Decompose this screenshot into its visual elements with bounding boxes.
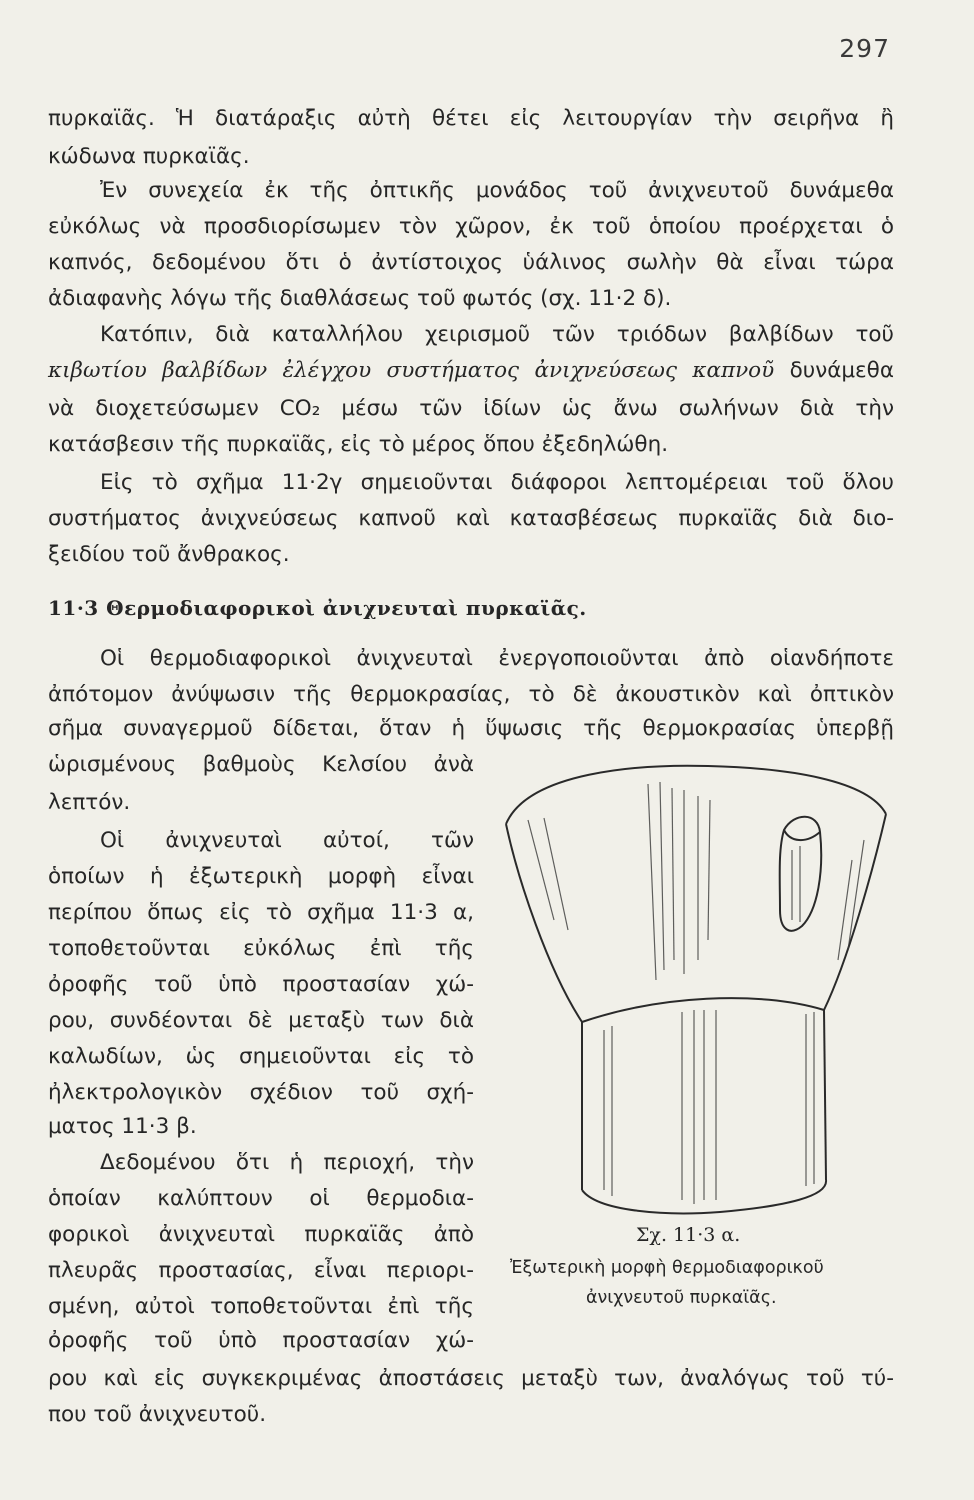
text-line: Εἰς τὸ σχῆμα 11·2γ σημειοῦνται διάφοροι λεπτομέρειαι τοῦ ὅλου (100, 470, 894, 495)
text-line: καλωδίων, ὡς σημειοῦνται εἰς τὸ (48, 1044, 474, 1069)
italic-tail: δυνάμεθα (789, 358, 894, 383)
text-line: Κατόπιν, διὰ καταλλήλου χειρισμοῦ τῶν τριόδων βαλβίδων τοῦ (100, 322, 894, 347)
text-line: ὁποίων ἡ ἐξωτερικὴ μορφὴ εἶναι (48, 864, 474, 889)
text-line: ὀροφῆς τοῦ ὑπὸ προστασίαν χώ- (48, 1328, 474, 1353)
text-line: συστήματος ἀνιχνεύσεως καπνοῦ καὶ κατασβέσεως πυρκαϊᾶς διὰ διο- (48, 506, 894, 531)
text-line: σμένη, αὐτοὶ τοποθετοῦνται ἐπὶ τῆς (48, 1294, 474, 1319)
text-line: ἀδιαφανὴς λόγω τῆς διαθλάσεως τοῦ φωτός (σχ. 11·2 δ). (48, 286, 672, 311)
section-heading: 11·3 Θερμοδιαφορικοὶ ἀνιχνευταὶ πυρκαϊᾶς. (48, 596, 587, 620)
text-line: Ἐν συνεχεία ἐκ τῆς ὀπτικῆς μονάδος τοῦ ἀνιχνευτοῦ δυνάμεθα (100, 178, 894, 203)
text-line: εὐκόλως νὰ προσδιορίσωμεν τὸν χῶρον, ἐκ τοῦ ὁποίου προέρχεται ὁ (48, 214, 894, 239)
text-line: ἀπότομον ἀνύψωσιν τῆς θερμοκρασίας, τὸ δὲ ἀκουστικὸν καὶ ὀπτικὸν (48, 682, 894, 707)
text-line: που τοῦ ἀνιχνευτοῦ. (48, 1402, 267, 1427)
page-number: 297 (839, 34, 890, 63)
text-line: περίπου ὅπως εἰς τὸ σχῆμα 11·3 α, (48, 900, 474, 925)
text-line: Οἱ θερμοδιαφορικοὶ ἀνιχνευταὶ ἐνεργοποιοῦνται ἀπὸ οἱανδήποτε (100, 646, 894, 671)
text-line: καπνός, δεδομένου ὅτι ὁ ἀντίστοιχος ὑάλινος σωλὴν θὰ εἶναι τώρα (48, 250, 894, 275)
text-line: πυρκαϊᾶς. Ἡ διατάραξις αὐτὴ θέτει εἰς λειτουργίαν τὴν σειρῆνα ἢ (48, 106, 894, 131)
text-line: Οἱ ἀνιχνευταὶ αὐτοί, τῶν (100, 828, 474, 853)
text-line: ρου καὶ εἰς συγκεκριμένας ἀποστάσεις μεταξὺ των, ἀναλόγως τοῦ τύ- (48, 1366, 894, 1391)
heat-detector-figure (488, 760, 888, 1220)
text-line: Δεδομένου ὅτι ἡ περιοχή, τὴν (100, 1150, 474, 1175)
text-line: ρου, συνδέονται δὲ μεταξὺ των διὰ (48, 1008, 474, 1033)
figure-caption: Ἐξωτερικὴ μορφὴ θερμοδιαφορικοῦ (510, 1258, 824, 1278)
text-line: ὡρισμένους βαθμοὺς Κελσίου ἀνὰ (48, 752, 474, 777)
figure-caption: ἀνιχνευτοῦ πυρκαϊᾶς. (586, 1288, 777, 1308)
text-line: τοποθετοῦνται εὐκόλως ἐπὶ τῆς (48, 936, 474, 961)
text-line: λεπτόν. (48, 790, 131, 815)
text-line: φορικοὶ ἀνιχνευταὶ πυρκαϊᾶς ἀπὸ (48, 1222, 474, 1247)
text-line: ὁποίαν καλύπτουν οἱ θερμοδια- (48, 1186, 474, 1211)
text-line: ὀροφῆς τοῦ ὑπὸ προστασίαν χώ- (48, 972, 474, 997)
text-line-italic (48, 356, 894, 386)
text-line: ξειδίου τοῦ ἄνθρακος. (48, 542, 290, 567)
text-line: κατάσβεσιν τῆς πυρκαϊᾶς, εἰς τὸ μέρος ὅπου ἐξεδηλώθη. (48, 432, 669, 457)
text-line: κώδωνα πυρκαϊᾶς. (48, 144, 250, 169)
figure-label: Σχ. 11·3 α. (636, 1224, 741, 1246)
text-line: σῆμα συναγερμοῦ δίδεται, ὅταν ἡ ὕψωσις τῆς θερμοκρασίας ὑπερβῇ (48, 716, 894, 741)
text-line: ἠλεκτρολογικὸν σχέδιον τοῦ σχή- (48, 1080, 474, 1105)
text-line: πλευρᾶς προστασίας, εἶναι περιορι- (48, 1258, 474, 1283)
text-line: νὰ διοχετεύσωμεν CO₂ μέσω τῶν ἰδίων ὡς ἄνω σωλήνων διὰ τὴν (48, 396, 894, 421)
italic-phrase: κιβωτίου βαλβίδων ἐλέγχου συστήματος ἀνιχνεύσεως καπνοῦ (48, 358, 775, 383)
text-line: ματος 11·3 β. (48, 1114, 197, 1139)
